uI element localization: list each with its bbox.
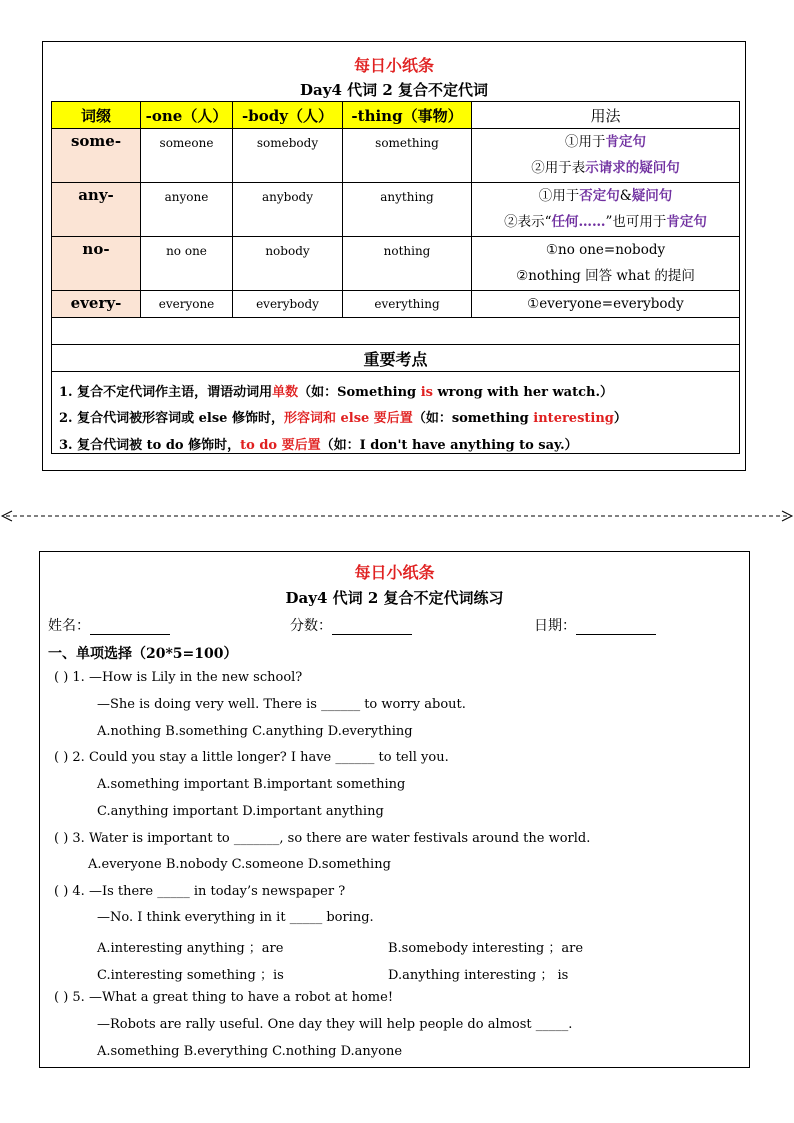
blank-row (52, 318, 740, 345)
kp-text: （如：I don't have anything to say.） (320, 438, 578, 453)
prefix-cell: any- (52, 183, 141, 237)
option-line: A.nothing B.something C.anything D.everything (97, 724, 413, 739)
usage-text: ”也可用于 (605, 214, 667, 230)
word-cell: nobody (233, 237, 343, 291)
header-affix: 词缀 (52, 102, 141, 129)
pronoun-table (51, 101, 740, 454)
usage-text: ①everyone=everybody (527, 296, 684, 312)
usage-cell (472, 129, 740, 183)
date-field[interactable] (534, 615, 656, 635)
score-field[interactable] (290, 615, 412, 635)
word-cell: anyone (141, 183, 233, 237)
name-blank[interactable] (90, 618, 170, 635)
word-cell: everyone (141, 291, 233, 318)
header-body: -body（人） (233, 102, 343, 129)
option-line: A.something B.everything C.nothing D.anyone (97, 1044, 403, 1059)
score-label: 分数： (290, 618, 332, 634)
word-cell: somebody (233, 129, 343, 183)
table-row (52, 183, 740, 237)
kp-text: （如：Something (298, 385, 421, 400)
option-line: C.anything important D.important anything (97, 804, 384, 819)
table-row (52, 237, 740, 291)
word-cell: anybody (233, 183, 343, 237)
word-cell: everybody (233, 291, 343, 318)
question-line: ( ) 1. —How is Lily in the new school? (54, 670, 303, 685)
question-line: ( ) 4. —Is there _____ in today’s newspaper ? (54, 884, 346, 899)
word-cell: nothing (343, 237, 472, 291)
date-blank[interactable] (576, 618, 656, 635)
kp-highlight: is (420, 385, 433, 400)
key-point-1 (59, 381, 613, 400)
section-title: 一、单项选择（20*5=100） (48, 646, 238, 662)
question-line: ( ) 3. Water is important to _______, so there are water festivals around the world. (54, 831, 591, 846)
kp-text: ） (613, 411, 627, 426)
kp-highlight: to do 要后置 (240, 438, 321, 453)
usage-text: ②用于表 (531, 160, 586, 176)
key-point-2 (59, 407, 627, 426)
prefix-cell: some- (52, 129, 141, 183)
exercise-card (39, 551, 750, 1068)
name-label: 姓名： (48, 618, 90, 634)
kp-text: 3. 复合代词被 to do 修饰时， (59, 438, 241, 453)
key-points-title-row (52, 345, 740, 372)
option-line: C.interesting something ；is (97, 968, 284, 983)
question-line: —She is doing very well. There is ______ to worry about. (97, 697, 466, 712)
kp-text: 2. 复合代词被形容词或 else 修饰时， (59, 411, 284, 426)
name-field[interactable] (48, 615, 170, 635)
key-point-3 (59, 434, 578, 453)
table-row (52, 129, 740, 183)
question-line: ( ) 2. Could you stay a little longer? I have ______ to tell you. (54, 750, 449, 765)
prefix-cell: no- (52, 237, 141, 291)
usage-highlight: 疑问句 (631, 188, 673, 204)
header-one: -one（人） (141, 102, 233, 129)
usage-cell (472, 183, 740, 237)
header-thing: -thing（事物） (343, 102, 472, 129)
word-cell: no one (141, 237, 233, 291)
date-label: 日期： (534, 618, 576, 634)
word-cell: something (343, 129, 472, 183)
card-title: 每日小纸条 (353, 56, 434, 75)
prefix-cell: every- (52, 291, 141, 318)
option-line: A.interesting anything ；are (97, 941, 284, 956)
question-line: —Robots are rally useful. One day they will help people do almost _____. (97, 1017, 573, 1032)
usage-text: ②nothing 回答 what 的提问 (516, 268, 695, 284)
word-cell: someone (141, 129, 233, 183)
kp-text: wrong with her watch.） (432, 385, 613, 400)
usage-text: ①no one=nobody (545, 242, 666, 258)
kp-highlight: 单数 (272, 385, 299, 400)
kp-text: 1. 复合不定代词作主语，谓语动词用 (59, 385, 273, 400)
word-cell: anything (343, 183, 472, 237)
usage-highlight: 否定句 (579, 188, 620, 204)
card-title: 每日小纸条 (354, 563, 435, 582)
table-row (52, 291, 740, 318)
usage-highlight: 任何…… (551, 214, 606, 230)
card-subtitle: Day4 代词 2 复合不定代词练习 (285, 589, 504, 607)
usage-text: ②表示“ (504, 214, 552, 230)
option-line: D.anything interesting ； is (388, 968, 569, 983)
usage-text: & (619, 188, 632, 204)
usage-highlight: 肯定句 (666, 214, 707, 230)
header-usage: 用法 (472, 102, 740, 129)
kp-highlight: 形容词和 else 要后置 (283, 411, 413, 426)
usage-cell (472, 291, 740, 318)
key-points-title: 重要考点 (52, 345, 740, 372)
option-line: A.everyone B.nobody C.someone D.something (88, 857, 391, 872)
card-subtitle: Day4 代词 2 复合不定代词 (300, 81, 488, 99)
reference-card (42, 41, 746, 471)
score-blank[interactable] (332, 618, 412, 635)
table-header-row (52, 102, 740, 129)
usage-highlight: 肯定句 (605, 134, 646, 150)
option-line: B.somebody interesting ；are (388, 941, 584, 956)
usage-highlight: 示请求的疑问句 (585, 160, 680, 176)
word-cell: everything (343, 291, 472, 318)
dashed-separator (0, 508, 794, 524)
question-line: —No. I think everything in it _____ boring. (97, 910, 374, 925)
kp-highlight: interesting (533, 411, 614, 426)
kp-text: （如：something (412, 411, 534, 426)
usage-cell (472, 237, 740, 291)
usage-text: ①用于 (565, 134, 606, 150)
question-line: ( ) 5. —What a great thing to have a robot at home! (54, 990, 394, 1005)
usage-text: ①用于 (538, 188, 580, 204)
option-line: A.something important B.important something (97, 777, 406, 792)
